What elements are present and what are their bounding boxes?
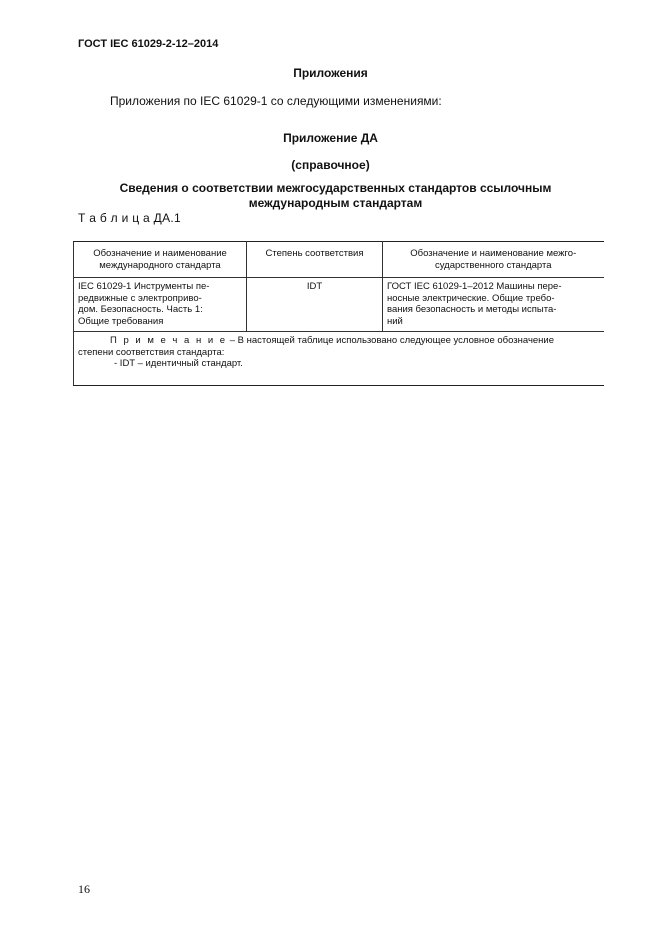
header-international-standard: [74, 242, 247, 278]
table-caption: Т а б л и ц а ДА.1: [78, 211, 182, 225]
annex-subtitle: [100, 181, 571, 211]
note-line-3: - IDT – идентичный стандарт.: [114, 358, 243, 369]
annex-subtitle-line2: международным стандартам: [248, 196, 423, 210]
degree-value: IDT: [306, 281, 323, 292]
cell-degree: [247, 278, 383, 332]
header-cell-line: Степень соответствия: [265, 248, 364, 259]
table-note-row: [74, 332, 604, 386]
cell-line: ГОСТ IEC 61029-1–2012 Машины пере-: [387, 281, 562, 292]
note-line-2: степени соответствия стандарта:: [78, 346, 225, 358]
header-interstate-standard: [383, 242, 604, 278]
table-header-row: [74, 242, 604, 278]
header-cell-line: Обозначение и наименование межго-: [410, 248, 577, 259]
header-cell-line: международного стандарта: [99, 259, 221, 271]
cell-line: вания безопасность и методы испыта-: [387, 304, 557, 315]
cell-interstate-standard: [383, 278, 604, 332]
document-code: ГОСТ IEC 61029-2-12–2014: [78, 38, 219, 50]
annex-type: (справочное): [291, 158, 370, 172]
cell-international-standard: [74, 278, 247, 332]
annex-subtitle-line1: Сведения о соответствии межгосударственных стандартов ссылочным: [119, 181, 552, 195]
cell-line: Общие требования: [78, 315, 164, 327]
page-number: 16: [78, 882, 90, 896]
cell-line: носные электрические. Общие требо-: [387, 292, 555, 304]
appendices-title: Приложения: [293, 66, 368, 80]
cell-line: редвижные с электроприво-: [78, 292, 202, 304]
note-line-1: [78, 335, 600, 347]
cell-line: IEC 61029-1 Инструменты пе-: [78, 281, 210, 292]
note-text: – В настоящей таблице использовано следующее условное обозначение: [227, 335, 555, 346]
cell-line: дом. Безопасность. Часть 1:: [78, 304, 203, 315]
annex-title: Приложение ДА: [283, 131, 378, 145]
table-row: [74, 278, 604, 332]
correspondence-table: [73, 241, 604, 386]
header-degree-of-correspondence: [247, 242, 383, 278]
header-cell-line: Обозначение и наименование: [93, 248, 227, 259]
cell-line: ний: [387, 315, 403, 327]
header-cell-line: сударственного стандарта: [434, 259, 552, 271]
table-note: [74, 332, 604, 386]
note-label: П р и м е ч а н и е: [110, 335, 228, 346]
appendices-intro: Приложения по IEC 61029-1 со следующими изменениями:: [110, 94, 442, 108]
